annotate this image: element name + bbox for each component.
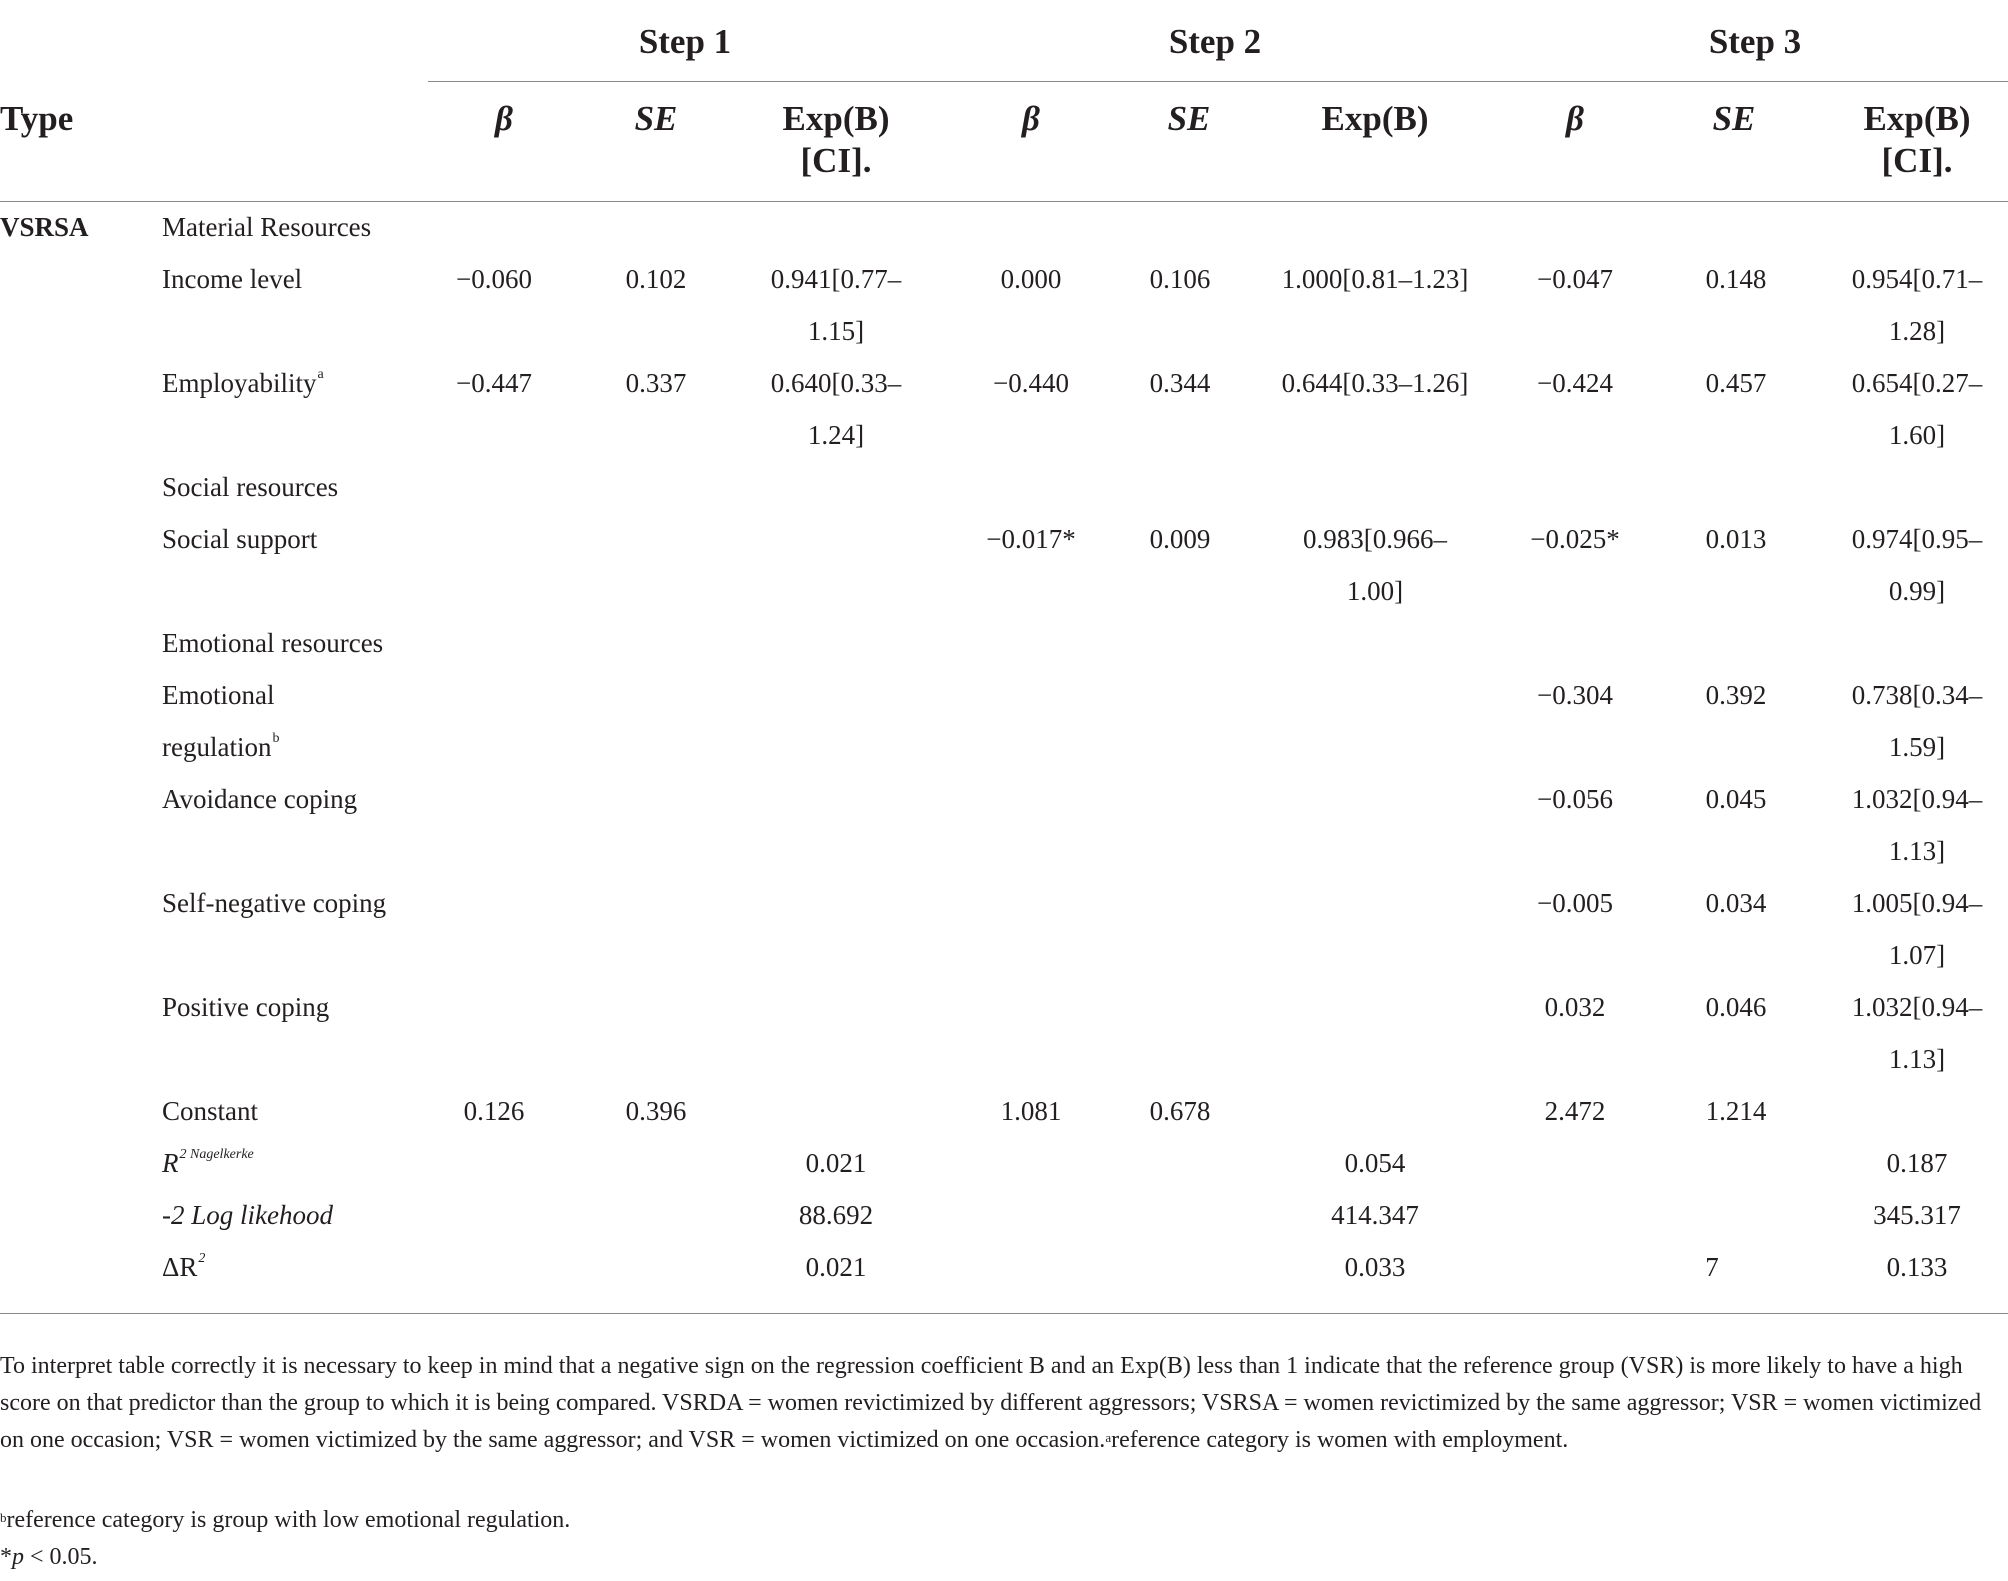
emoreg-s3-beta: −0.304 (1537, 680, 1613, 710)
loglik-s3: 345.317 (1873, 1200, 1961, 1230)
positive-s3-se: 0.046 (1705, 992, 1767, 1022)
income-s1-exp: 0.941[0.77– (770, 264, 902, 294)
row-label-income: Income level (162, 264, 303, 294)
support-s2-exp: 0.983[0.966– (1303, 524, 1447, 554)
step1-header: Step 1 (638, 22, 732, 61)
employ-s1-se: 0.337 (625, 368, 687, 398)
support-s2-beta: −0.017* (986, 524, 1076, 554)
income-s1-se: 0.102 (625, 264, 687, 294)
income-s3-exp: 0.954[0.71– (1851, 264, 1983, 294)
avoid-s3-exp: 1.032[0.94– (1851, 784, 1983, 814)
step1-se-header: SE (634, 99, 678, 138)
income-s2-exp: 1.000[0.81–1.23] (1281, 264, 1469, 294)
step2-expb-header: Exp(B) (1321, 99, 1429, 138)
employ-s2-se: 0.344 (1149, 368, 1211, 398)
row-label-emotional-regulation: Emotional (162, 680, 275, 710)
employ-s1-beta: −0.447 (456, 368, 532, 398)
selfneg-s3-se: 0.034 (1705, 888, 1767, 918)
group-label: VSRSA (0, 212, 89, 242)
step3-ci-header: [CI]. (1881, 141, 1953, 180)
type-header: Type (0, 99, 74, 138)
table-footnote-significance: *p < 0.05. (0, 1544, 98, 1570)
row-label-avoidance-coping: Avoidance coping (162, 784, 358, 814)
step3-header: Step 3 (1708, 22, 1802, 61)
step1-expb-header: Exp(B) (782, 99, 890, 138)
positive-s3-beta: 0.032 (1544, 992, 1606, 1022)
employ-s2-beta: −0.440 (993, 368, 1069, 398)
step2-header: Step 2 (1168, 22, 1262, 61)
constant-s3-se: 1.214 (1705, 1096, 1767, 1126)
income-s3-beta: −0.047 (1537, 264, 1613, 294)
employ-s1-exp: 0.640[0.33– (770, 368, 902, 398)
step2-se-header: SE (1167, 99, 1211, 138)
table-bottom-rule (0, 1313, 2008, 1314)
employ-s3-se: 0.457 (1705, 368, 1767, 398)
income-s1-beta: −0.060 (456, 264, 532, 294)
selfneg-s3-beta: −0.005 (1537, 888, 1613, 918)
row-label-constant: Constant (162, 1096, 259, 1126)
table-footnote-main: To interpret table correctly it is necessary to keep in mind that a negative sign on the regression coefficient B and an Exp(B) less than 1 indicate that the reference group (VSR) is more likely to have a high score on that predictor than the group to which it is being compared. VSRDA = women revictimized by different aggressors; VSRSA = women revictimized by the same aggressor; VSR = women victimized on one occasion; VSR = women victimized by the same aggressor; and VSR = women victimized on one occasion.$^a$reference category is women with employment. (0, 1353, 1982, 1453)
employ-s3-exp-cont: 1.60] (1888, 420, 1946, 450)
table-footnote-b: $^b$reference category is group with low emotional regulation. (0, 1507, 571, 1533)
step3-beta-header: β (1566, 99, 1584, 138)
avoid-s3-exp-cont: 1.13] (1888, 836, 1946, 866)
row-label-delta-r2: $\Delta R^2$ (162, 1251, 206, 1282)
section-material: Material Resources (162, 212, 372, 242)
deltar2-s1: 0.021 (805, 1252, 867, 1282)
r2-s3: 0.187 (1886, 1148, 1948, 1178)
income-s3-se: 0.148 (1705, 264, 1767, 294)
r2-s1: 0.021 (805, 1148, 867, 1178)
constant-s1-se: 0.396 (625, 1096, 687, 1126)
step3-expb-header: Exp(B) (1863, 99, 1971, 138)
row-label-emotional-regulation-cont: regulation$^b$ (162, 731, 280, 762)
employ-s2-exp: 0.644[0.33–1.26] (1281, 368, 1469, 398)
support-s2-exp-cont: 1.00] (1346, 576, 1404, 606)
emoreg-s3-exp-cont: 1.59] (1888, 732, 1946, 762)
positive-s3-exp-cont: 1.13] (1888, 1044, 1946, 1074)
deltar2-s3: 0.133 (1886, 1252, 1948, 1282)
row-label-employability: Employability$^a$ (162, 367, 324, 398)
section-social: Social resources (162, 472, 339, 502)
support-s3-exp: 0.974[0.95– (1851, 524, 1983, 554)
constant-s3-beta: 2.472 (1544, 1096, 1606, 1126)
step1-ci-header: [CI]. (800, 141, 872, 180)
employ-s1-exp-cont: 1.24] (807, 420, 865, 450)
emoreg-s3-exp: 0.738[0.34– (1851, 680, 1983, 710)
step-header-rule (428, 81, 2008, 82)
constant-s1-beta: 0.126 (463, 1096, 525, 1126)
employ-s3-beta: −0.424 (1537, 368, 1613, 398)
support-s2-se: 0.009 (1149, 524, 1211, 554)
step3-se-header: SE (1712, 99, 1756, 138)
loglik-s1: 88.692 (798, 1200, 874, 1230)
support-s3-se: 0.013 (1705, 524, 1767, 554)
step1-beta-header: β (495, 99, 513, 138)
header-bottom-rule (0, 201, 2008, 202)
emoreg-s3-se: 0.392 (1705, 680, 1767, 710)
row-label-log-likelihood: -2 Log likehood (162, 1200, 333, 1230)
avoid-s3-beta: −0.056 (1537, 784, 1613, 814)
row-label-self-negative-coping: Self-negative coping (162, 888, 387, 918)
selfneg-s3-exp: 1.005[0.94– (1851, 888, 1983, 918)
constant-s2-beta: 1.081 (1000, 1096, 1062, 1126)
support-s3-exp-cont: 0.99] (1888, 576, 1946, 606)
section-emotional: Emotional resources (162, 628, 384, 658)
income-s2-beta: 0.000 (1000, 264, 1062, 294)
support-s3-beta: −0.025* (1530, 524, 1620, 554)
step2-beta-header: β (1022, 99, 1040, 138)
employ-s3-exp: 0.654[0.27– (1851, 368, 1983, 398)
row-label-social-support: Social support (162, 524, 318, 554)
row-label-r2-nagelkerke: $R^{2 Nagelkerke}$ (162, 1147, 254, 1178)
avoid-s3-se: 0.045 (1705, 784, 1767, 814)
deltar2-s3-se: 7 (1705, 1252, 1719, 1282)
loglik-s2: 414.347 (1331, 1200, 1419, 1230)
income-s1-exp-cont: 1.15] (807, 316, 865, 346)
positive-s3-exp: 1.032[0.94– (1851, 992, 1983, 1022)
r2-s2: 0.054 (1344, 1148, 1406, 1178)
constant-s2-se: 0.678 (1149, 1096, 1211, 1126)
selfneg-s3-exp-cont: 1.07] (1888, 940, 1946, 970)
income-s3-exp-cont: 1.28] (1888, 316, 1946, 346)
income-s2-se: 0.106 (1149, 264, 1211, 294)
deltar2-s2: 0.033 (1344, 1252, 1406, 1282)
row-label-positive-coping: Positive coping (162, 992, 330, 1022)
